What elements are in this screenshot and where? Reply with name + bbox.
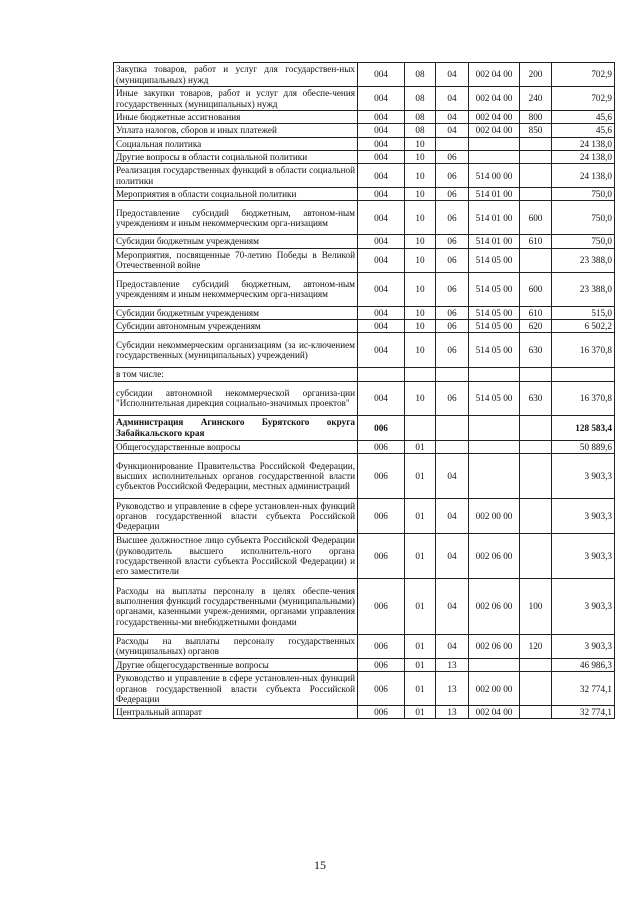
row-target-article bbox=[469, 368, 520, 381]
row-section-code: 01 bbox=[405, 706, 436, 719]
row-expense-type bbox=[520, 188, 552, 201]
row-name: Другие общегосударственные вопросы bbox=[114, 658, 358, 671]
row-target-article: 002 04 00 bbox=[469, 87, 520, 111]
row-target-article: 002 06 00 bbox=[469, 578, 520, 634]
row-name: Субсидии автономным учреждениям bbox=[114, 320, 358, 333]
row-target-article: 514 01 00 bbox=[469, 235, 520, 248]
row-subsection-code: 06 bbox=[436, 320, 469, 333]
row-expense-type: 610 bbox=[520, 306, 552, 319]
row-expense-type bbox=[520, 164, 552, 188]
row-subsection-code: 04 bbox=[436, 578, 469, 634]
table-row bbox=[114, 440, 615, 453]
row-name: Функционирование Правительства Российской Федерации, высших исполнительных органов государственной власти субъектов Российской Федерации, местных администраций bbox=[114, 453, 358, 498]
row-amount: 3 903,3 bbox=[552, 533, 615, 578]
row-target-article bbox=[469, 137, 520, 150]
row-section-code: 10 bbox=[405, 164, 436, 188]
row-ministry-code: 004 bbox=[358, 124, 405, 137]
row-section-code: 01 bbox=[405, 453, 436, 498]
row-amount: 3 903,3 bbox=[552, 634, 615, 658]
row-name: Иные бюджетные ассигнования bbox=[114, 111, 358, 124]
row-expense-type bbox=[520, 368, 552, 381]
row-expense-type: 100 bbox=[520, 578, 552, 634]
table-row bbox=[114, 111, 615, 124]
row-subsection-code bbox=[436, 440, 469, 453]
row-target-article: 514 00 00 bbox=[469, 164, 520, 188]
row-target-article: 002 06 00 bbox=[469, 533, 520, 578]
row-ministry-code: 004 bbox=[358, 63, 405, 87]
table-row bbox=[114, 333, 615, 368]
row-name: Субсидии некоммерческим организациям (за ис-ключением государственных (муниципальных) учреждений) bbox=[114, 333, 358, 368]
row-amount: 32 774,1 bbox=[552, 706, 615, 719]
table-row bbox=[114, 87, 615, 111]
row-section-code: 10 bbox=[405, 333, 436, 368]
table-row bbox=[114, 381, 615, 415]
row-target-article: 514 05 00 bbox=[469, 248, 520, 272]
row-subsection-code: 06 bbox=[436, 201, 469, 235]
row-ministry-code: 004 bbox=[358, 201, 405, 235]
row-ministry-code: 006 bbox=[358, 578, 405, 634]
row-amount: 750,0 bbox=[552, 201, 615, 235]
row-ministry-code: 004 bbox=[358, 87, 405, 111]
row-amount: 23 388,0 bbox=[552, 272, 615, 306]
row-ministry-code: 004 bbox=[358, 306, 405, 319]
row-section-code: 08 bbox=[405, 111, 436, 124]
row-ministry-code: 004 bbox=[358, 150, 405, 163]
row-expense-type: 850 bbox=[520, 124, 552, 137]
row-subsection-code: 04 bbox=[436, 453, 469, 498]
row-target-article: 002 00 00 bbox=[469, 672, 520, 706]
table-row bbox=[114, 201, 615, 235]
row-section-code: 01 bbox=[405, 634, 436, 658]
row-section-code: 10 bbox=[405, 188, 436, 201]
row-target-article bbox=[469, 453, 520, 498]
row-subsection-code: 04 bbox=[436, 124, 469, 137]
row-expense-type: 240 bbox=[520, 87, 552, 111]
row-expense-type bbox=[520, 453, 552, 498]
table-row bbox=[114, 248, 615, 272]
row-target-article: 514 05 00 bbox=[469, 320, 520, 333]
row-target-article: 514 01 00 bbox=[469, 188, 520, 201]
row-name: Социальная политика bbox=[114, 137, 358, 150]
table-row bbox=[114, 164, 615, 188]
row-subsection-code: 13 bbox=[436, 672, 469, 706]
row-name: Предоставление субсидий бюджетным, автоном-ным учреждениям и иным некоммерческим орга-низациям bbox=[114, 201, 358, 235]
row-expense-type: 620 bbox=[520, 320, 552, 333]
row-section-code: 10 bbox=[405, 381, 436, 415]
row-section-code: 01 bbox=[405, 672, 436, 706]
row-name: Другие вопросы в области социальной политики bbox=[114, 150, 358, 163]
row-section-code: 08 bbox=[405, 87, 436, 111]
row-section-code: 01 bbox=[405, 578, 436, 634]
row-ministry-code: 004 bbox=[358, 272, 405, 306]
row-amount: 45,6 bbox=[552, 111, 615, 124]
row-section-code: 01 bbox=[405, 658, 436, 671]
row-amount bbox=[552, 368, 615, 381]
row-name: Расходы на выплаты персоналу государственных (муниципальных) органов bbox=[114, 634, 358, 658]
table-row bbox=[114, 634, 615, 658]
row-section-code: 10 bbox=[405, 201, 436, 235]
row-subsection-code: 04 bbox=[436, 533, 469, 578]
table-row bbox=[114, 124, 615, 137]
row-name: Субсидии бюджетным учреждениям bbox=[114, 306, 358, 319]
row-expense-type: 200 bbox=[520, 63, 552, 87]
row-ministry-code: 004 bbox=[358, 111, 405, 124]
table-row bbox=[114, 306, 615, 319]
row-section-code: 10 bbox=[405, 137, 436, 150]
row-name: Уплата налогов, сборов и иных платежей bbox=[114, 124, 358, 137]
row-expense-type bbox=[520, 498, 552, 533]
row-section-code: 01 bbox=[405, 440, 436, 453]
row-amount: 515,0 bbox=[552, 306, 615, 319]
table-row bbox=[114, 658, 615, 671]
row-subsection-code bbox=[436, 137, 469, 150]
row-expense-type bbox=[520, 706, 552, 719]
row-subsection-code: 04 bbox=[436, 111, 469, 124]
row-target-article: 514 05 00 bbox=[469, 272, 520, 306]
row-expense-type bbox=[520, 440, 552, 453]
row-section-code bbox=[405, 415, 436, 440]
row-subsection-code: 06 bbox=[436, 188, 469, 201]
row-subsection-code: 06 bbox=[436, 333, 469, 368]
row-subsection-code: 06 bbox=[436, 164, 469, 188]
row-expense-type: 610 bbox=[520, 235, 552, 248]
row-target-article: 514 05 00 bbox=[469, 381, 520, 415]
row-expense-type bbox=[520, 415, 552, 440]
row-subsection-code: 06 bbox=[436, 306, 469, 319]
row-amount: 3 903,3 bbox=[552, 453, 615, 498]
row-amount: 702,9 bbox=[552, 63, 615, 87]
row-amount: 750,0 bbox=[552, 188, 615, 201]
row-target-article: 002 04 00 bbox=[469, 63, 520, 87]
row-expense-type: 630 bbox=[520, 333, 552, 368]
row-target-article bbox=[469, 415, 520, 440]
row-amount: 6 502,2 bbox=[552, 320, 615, 333]
row-expense-type bbox=[520, 248, 552, 272]
row-ministry-code: 006 bbox=[358, 498, 405, 533]
row-amount: 46 986,3 bbox=[552, 658, 615, 671]
row-subsection-code bbox=[436, 368, 469, 381]
row-section-code: 10 bbox=[405, 235, 436, 248]
table-row bbox=[114, 415, 615, 440]
row-ministry-code: 006 bbox=[358, 415, 405, 440]
budget-table bbox=[113, 62, 615, 719]
row-ministry-code: 004 bbox=[358, 137, 405, 150]
table-row bbox=[114, 578, 615, 634]
row-ministry-code: 006 bbox=[358, 706, 405, 719]
row-amount: 24 138,0 bbox=[552, 164, 615, 188]
row-section-code: 01 bbox=[405, 533, 436, 578]
row-target-article: 002 06 00 bbox=[469, 634, 520, 658]
row-amount: 3 903,3 bbox=[552, 578, 615, 634]
row-target-article: 002 00 00 bbox=[469, 498, 520, 533]
row-expense-type: 600 bbox=[520, 201, 552, 235]
row-name: Центральный аппарат bbox=[114, 706, 358, 719]
row-amount: 24 138,0 bbox=[552, 150, 615, 163]
row-expense-type bbox=[520, 672, 552, 706]
table-row bbox=[114, 150, 615, 163]
table-row bbox=[114, 320, 615, 333]
row-expense-type: 800 bbox=[520, 111, 552, 124]
table-row bbox=[114, 63, 615, 87]
row-expense-type: 120 bbox=[520, 634, 552, 658]
table-row bbox=[114, 498, 615, 533]
row-name: субсидии автономной некоммерческой организа-ции "Исполнительная дирекция социально-значимых проектов" bbox=[114, 381, 358, 415]
row-subsection-code bbox=[436, 415, 469, 440]
row-expense-type bbox=[520, 137, 552, 150]
row-subsection-code: 06 bbox=[436, 248, 469, 272]
row-subsection-code: 04 bbox=[436, 634, 469, 658]
row-name: Руководство и управление в сфере установлен-ных функций органов государственной власти субъекта Российской Федерации bbox=[114, 672, 358, 706]
row-subsection-code: 06 bbox=[436, 272, 469, 306]
row-amount: 750,0 bbox=[552, 235, 615, 248]
row-ministry-code: 004 bbox=[358, 248, 405, 272]
row-ministry-code: 006 bbox=[358, 440, 405, 453]
row-name: Субсидии бюджетным учреждениям bbox=[114, 235, 358, 248]
row-amount: 3 903,3 bbox=[552, 498, 615, 533]
row-section-code: 10 bbox=[405, 150, 436, 163]
row-amount: 16 370,8 bbox=[552, 381, 615, 415]
row-ministry-code: 004 bbox=[358, 235, 405, 248]
row-target-article: 002 04 00 bbox=[469, 706, 520, 719]
row-name: Высшее должностное лицо субъекта Российской Федерации (руководитель высшего исполнитель-ного органа государственной власти субъекта Российской Федерации) и его заместители bbox=[114, 533, 358, 578]
row-amount: 50 889,6 bbox=[552, 440, 615, 453]
row-section-code: 10 bbox=[405, 272, 436, 306]
row-name: Руководство и управление в сфере установлен-ных функций органов государственной власти субъекта Российской Федерации bbox=[114, 498, 358, 533]
row-ministry-code: 004 bbox=[358, 320, 405, 333]
row-target-article: 514 01 00 bbox=[469, 201, 520, 235]
row-expense-type bbox=[520, 533, 552, 578]
row-amount: 16 370,8 bbox=[552, 333, 615, 368]
row-amount: 32 774,1 bbox=[552, 672, 615, 706]
row-name: в том числе: bbox=[114, 368, 358, 381]
row-amount: 702,9 bbox=[552, 87, 615, 111]
row-ministry-code: 004 bbox=[358, 381, 405, 415]
row-name: Администрация Агинского Бурятского округа Забайкальского края bbox=[114, 415, 358, 440]
row-amount: 45,6 bbox=[552, 124, 615, 137]
page-number: 15 bbox=[314, 858, 326, 872]
row-amount: 128 583,4 bbox=[552, 415, 615, 440]
row-ministry-code: 004 bbox=[358, 333, 405, 368]
row-subsection-code: 06 bbox=[436, 381, 469, 415]
table-row bbox=[114, 368, 615, 381]
row-subsection-code: 06 bbox=[436, 235, 469, 248]
row-ministry-code bbox=[358, 368, 405, 381]
row-section-code: 08 bbox=[405, 124, 436, 137]
row-name: Реализация государственных функций в области социальной политики bbox=[114, 164, 358, 188]
table-row bbox=[114, 235, 615, 248]
row-target-article: 514 05 00 bbox=[469, 306, 520, 319]
row-ministry-code: 006 bbox=[358, 533, 405, 578]
row-ministry-code: 004 bbox=[358, 164, 405, 188]
row-amount: 24 138,0 bbox=[552, 137, 615, 150]
row-ministry-code: 006 bbox=[358, 658, 405, 671]
row-section-code: 10 bbox=[405, 306, 436, 319]
row-subsection-code: 04 bbox=[436, 87, 469, 111]
row-name: Иные закупки товаров, работ и услуг для обеспе-чения государственных (муниципальных) нужд bbox=[114, 87, 358, 111]
row-ministry-code: 006 bbox=[358, 672, 405, 706]
table-row bbox=[114, 453, 615, 498]
row-subsection-code: 04 bbox=[436, 498, 469, 533]
row-name: Мероприятия в области социальной политики bbox=[114, 188, 358, 201]
row-ministry-code: 006 bbox=[358, 634, 405, 658]
row-section-code: 10 bbox=[405, 320, 436, 333]
row-ministry-code: 006 bbox=[358, 453, 405, 498]
table-row bbox=[114, 272, 615, 306]
row-name: Мероприятия, посвященные 70-летию Победы в Великой Отечественной войне bbox=[114, 248, 358, 272]
row-subsection-code: 04 bbox=[436, 63, 469, 87]
row-expense-type: 600 bbox=[520, 272, 552, 306]
row-target-article bbox=[469, 658, 520, 671]
row-ministry-code: 004 bbox=[358, 188, 405, 201]
row-target-article: 002 04 00 bbox=[469, 124, 520, 137]
row-subsection-code: 06 bbox=[436, 150, 469, 163]
row-expense-type bbox=[520, 658, 552, 671]
row-target-article bbox=[469, 440, 520, 453]
row-section-code: 10 bbox=[405, 248, 436, 272]
row-expense-type bbox=[520, 150, 552, 163]
table-row bbox=[114, 533, 615, 578]
table-row bbox=[114, 137, 615, 150]
row-section-code: 01 bbox=[405, 498, 436, 533]
row-subsection-code: 13 bbox=[436, 658, 469, 671]
row-section-code bbox=[405, 368, 436, 381]
table-row bbox=[114, 706, 615, 719]
row-name: Расходы на выплаты персоналу в целях обеспе-чения выполнения функций государственными (муниципальными) органами, казенными учреж-дениями, органами управления государственны-ми внебюджетными фондами bbox=[114, 578, 358, 634]
table-body bbox=[114, 63, 615, 719]
row-amount: 23 388,0 bbox=[552, 248, 615, 272]
row-expense-type: 630 bbox=[520, 381, 552, 415]
row-subsection-code: 13 bbox=[436, 706, 469, 719]
row-name: Закупка товаров, работ и услуг для государствен-ных (муниципальных) нужд bbox=[114, 63, 358, 87]
row-target-article: 002 04 00 bbox=[469, 111, 520, 124]
row-section-code: 08 bbox=[405, 63, 436, 87]
row-name: Общегосударственные вопросы bbox=[114, 440, 358, 453]
row-target-article bbox=[469, 150, 520, 163]
table-row bbox=[114, 672, 615, 706]
table-row bbox=[114, 188, 615, 201]
row-name: Предоставление субсидий бюджетным, автоном-ным учреждениям и иным некоммерческим орга-низациям bbox=[114, 272, 358, 306]
row-target-article: 514 05 00 bbox=[469, 333, 520, 368]
